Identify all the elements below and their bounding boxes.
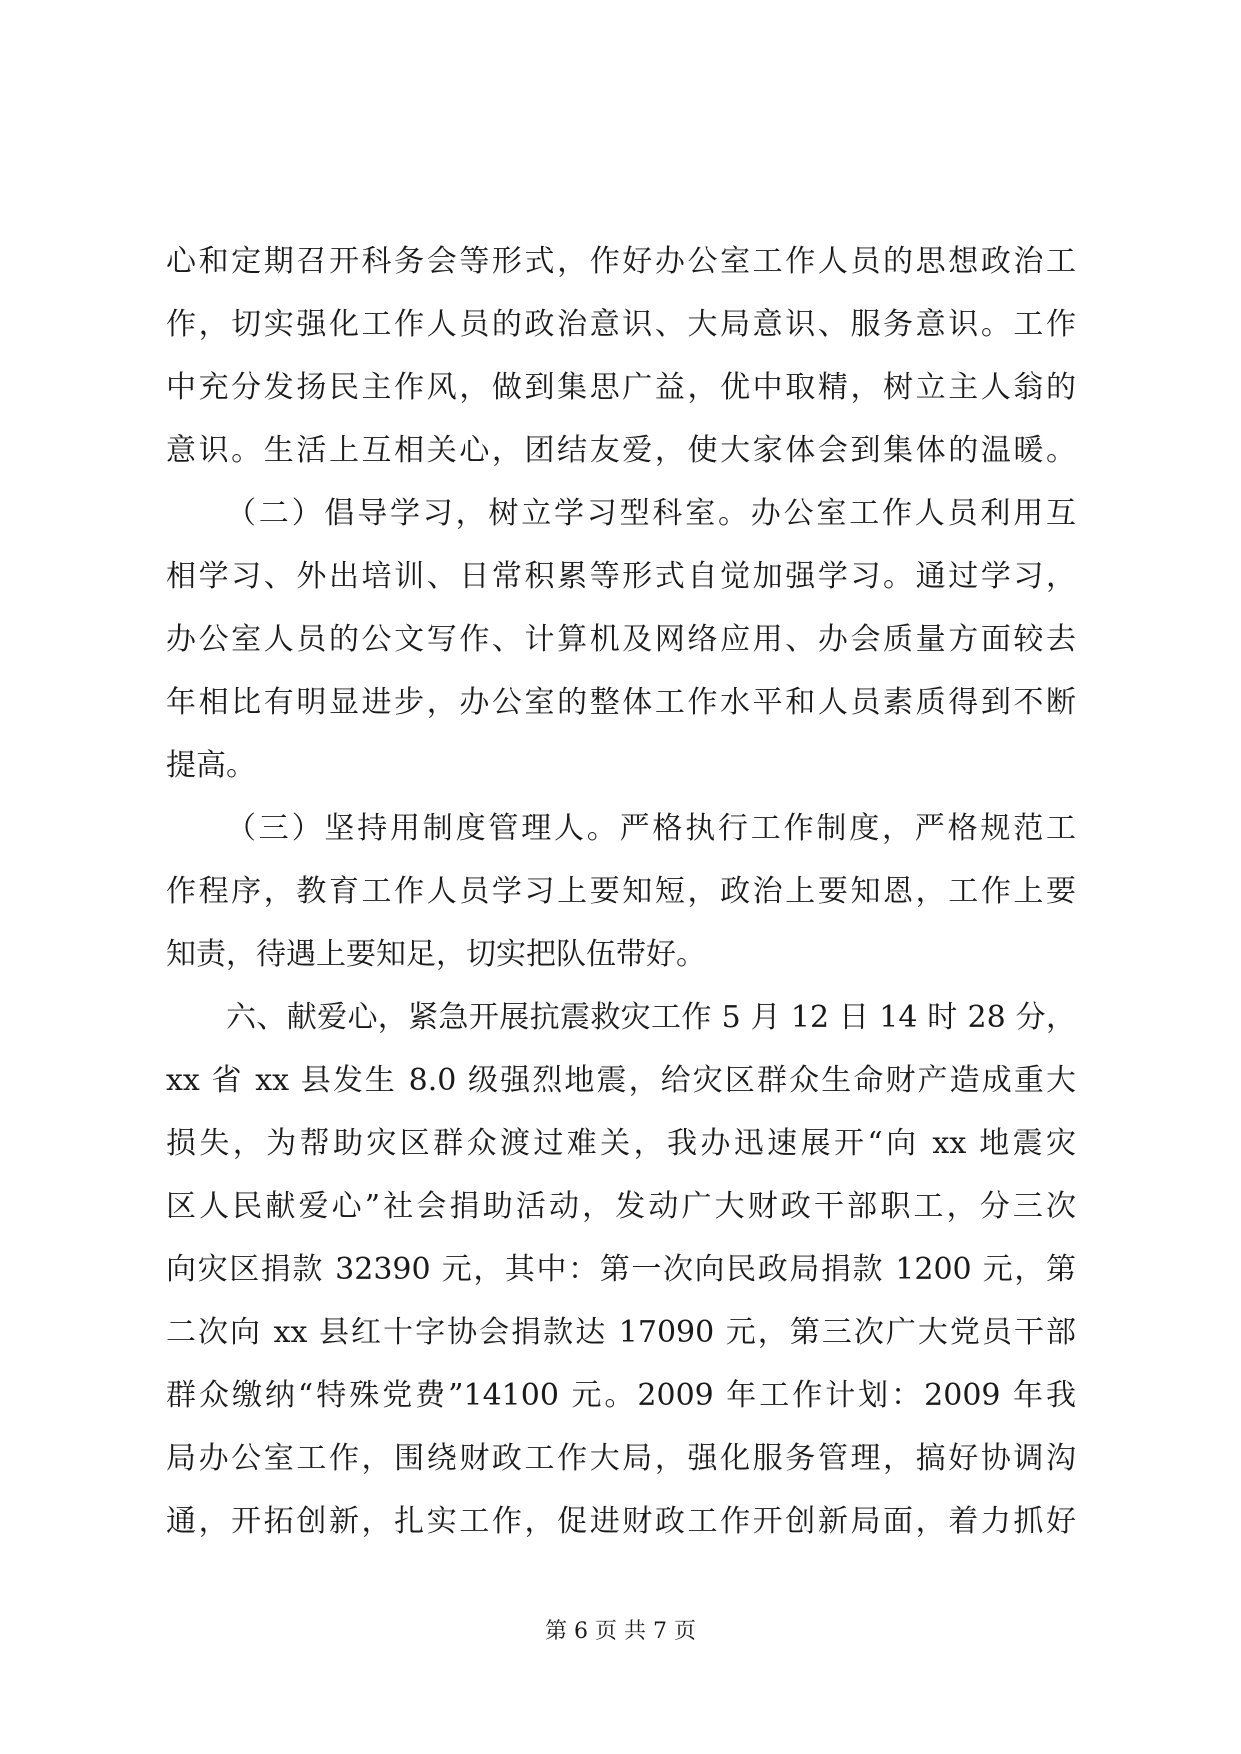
text-line: （二）倡导学习，树立学习型科室。办公室工作人员利用互 bbox=[226, 496, 1076, 531]
text-line: 作，切实强化工作人员的政治意识、大局意识、服务意识。工作 bbox=[166, 307, 1076, 342]
text-line: （三）坚持用制度管理人。严格执行工作制度，严格规范工 bbox=[226, 811, 1076, 846]
text-line: 六、献爱心，紧急开展抗震救灾工作 5 月 12 日 14 时 28 分， bbox=[226, 1000, 1076, 1035]
text-line: 作程序，教育工作人员学习上要知短，政治上要知恩，工作上要 bbox=[166, 874, 1076, 909]
text-line: 区人民献爱心”社会捐助活动，发动广大财政干部职工，分三次 bbox=[166, 1189, 1076, 1224]
page-footer: 第 6 页 共 7 页 bbox=[545, 1619, 696, 1644]
text-line: 年相比有明显进步，办公室的整体工作水平和人员素质得到不断 bbox=[166, 685, 1076, 720]
text-line: 通，开拓创新，扎实工作，促进财政工作开创新局面，着力抓好 bbox=[166, 1504, 1076, 1539]
text-line: 提高。 bbox=[166, 748, 256, 783]
text-line: 中充分发扬民主作风，做到集思广益，优中取精，树立主人翁的 bbox=[166, 370, 1076, 405]
text-line: 心和定期召开科务会等形式，作好办公室工作人员的思想政治工 bbox=[166, 244, 1076, 279]
text-line: 二次向 xx 县红十字协会捐款达 17090 元，第三次广大党员干部 bbox=[166, 1315, 1076, 1350]
text-line: 知责，待遇上要知足，切实把队伍带好。 bbox=[166, 937, 706, 972]
text-line: 向灾区捐款 32390 元，其中：第一次向民政局捐款 1200 元，第 bbox=[166, 1252, 1076, 1287]
text-line: 损失，为帮助灾区群众渡过难关，我办迅速展开“向 xx 地震灾 bbox=[166, 1126, 1076, 1161]
document-body bbox=[166, 230, 1076, 1553]
text-line: 意识。生活上互相关心，团结友爱，使大家体会到集体的温暖。 bbox=[166, 433, 1076, 468]
text-line: 群众缴纳“特殊党费”14100 元。2009 年工作计划：2009 年我 bbox=[166, 1378, 1076, 1413]
text-line: 相学习、外出培训、日常积累等形式自觉加强学习。通过学习， bbox=[166, 559, 1076, 594]
text-line: 办公室人员的公文写作、计算机及网络应用、办会质量方面较去 bbox=[166, 622, 1076, 657]
text-line: xx 省 xx 县发生 8.0 级强烈地震，给灾区群众生命财产造成重大 bbox=[166, 1063, 1076, 1098]
text-line: 局办公室工作，围绕财政工作大局，强化服务管理，搞好协调沟 bbox=[166, 1441, 1076, 1476]
